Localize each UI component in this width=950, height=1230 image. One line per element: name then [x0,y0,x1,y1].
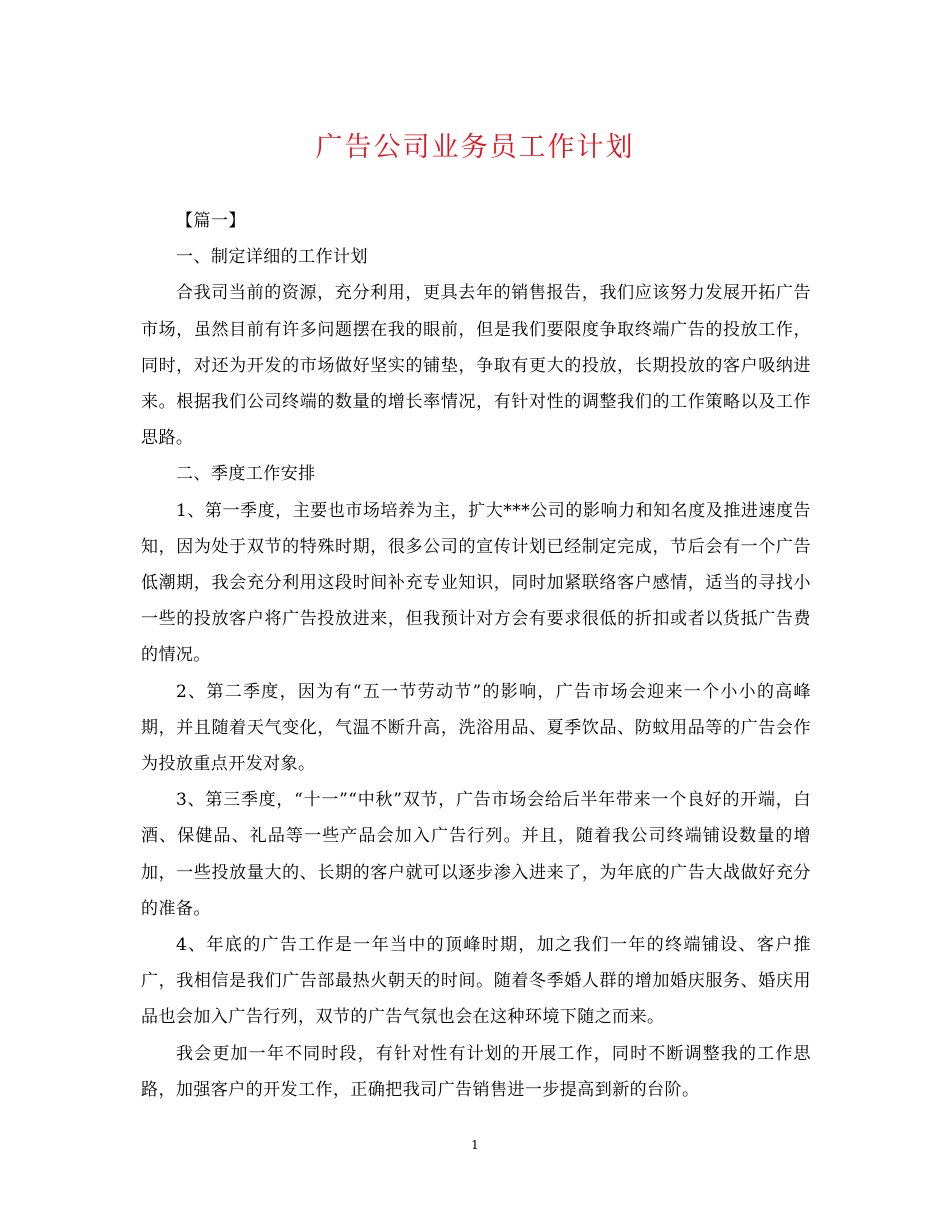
document-body [141,203,811,1108]
paragraph-year-end: 4、年底的广告工作是一年当中的顶峰时期，加之我们一年的终端铺设、客户推广，我相信是我们广告部最热火朝天的时间。随着冬季婚人群的增加婚庆服务、婚庆用品也会加入广告行列，双节的广告气氛也会在这种环境下随之而来。 [141,935,811,1028]
document-title: 广告公司业务员工作计划 [315,132,635,163]
page-number: 1 [471,1138,479,1152]
paragraph-third-quarter: 3、第三季度，“十一”“中秋”双节，广告市场会给后半年带来一个良好的开端，白酒、保健品、礼品等一些产品会加入广告行列。并且，随着我公司终端铺设数量的增加，一些投放量大的、长期的客户就可以逐步渗入进来了，为年底的广告大战做好充分的准备。 [141,790,811,919]
paragraph-conclusion: 我会更加一年不同时段，有针对性有计划的开展工作，同时不断调整我的工作思路，加强客户的开发工作，正确把我司广告销售进一步提高到新的台阶。 [141,1043,811,1100]
paragraph-second-quarter: 2、第二季度，因为有“五一节劳动节”的影响，广告市场会迎来一个小小的高峰期，并且随着天气变化，气温不断升高，洗浴用品、夏季饮品、防蚊用品等的广告会作为投放重点开发对象。 [141,681,811,775]
paragraph-first-quarter: 1、第一季度，主要也市场培养为主，扩大***公司的影响力和知名度及推进速度告知，因为处于双节的特殊时期，很多公司的宣传计划已经制定完成，节后会有一个广告低潮期，我会充分利用这段时间补充专业知识，同时加紧联络客户感情，适当的寻找小一些的投放客户将广告投放进来，但我预计对方会有要求很低的折扣或者以货抵广告费的情况。 [141,500,811,666]
heading-work-plan: 一、制定详细的工作计划 [176,247,368,268]
paragraph-work-plan: 合我司当前的资源，充分利用，更具去年的销售报告，我们应该努力发展开拓广告市场，虽然目前有许多问题摆在我的眼前，但是我们要限度争取终端广告的投放工作，同时，对还为开发的市场做好坚实的铺垫，争取有更大的投放，长期投放的客户吸纳进来。根据我们公司终端的数量的增长率情况，有针对性的调整我们的工作策略以及工作思路。 [141,283,811,449]
heading-quarterly-arrangement: 二、季度工作安排 [176,464,316,485]
section-heading-part-one: 【篇一】 [176,211,246,231]
